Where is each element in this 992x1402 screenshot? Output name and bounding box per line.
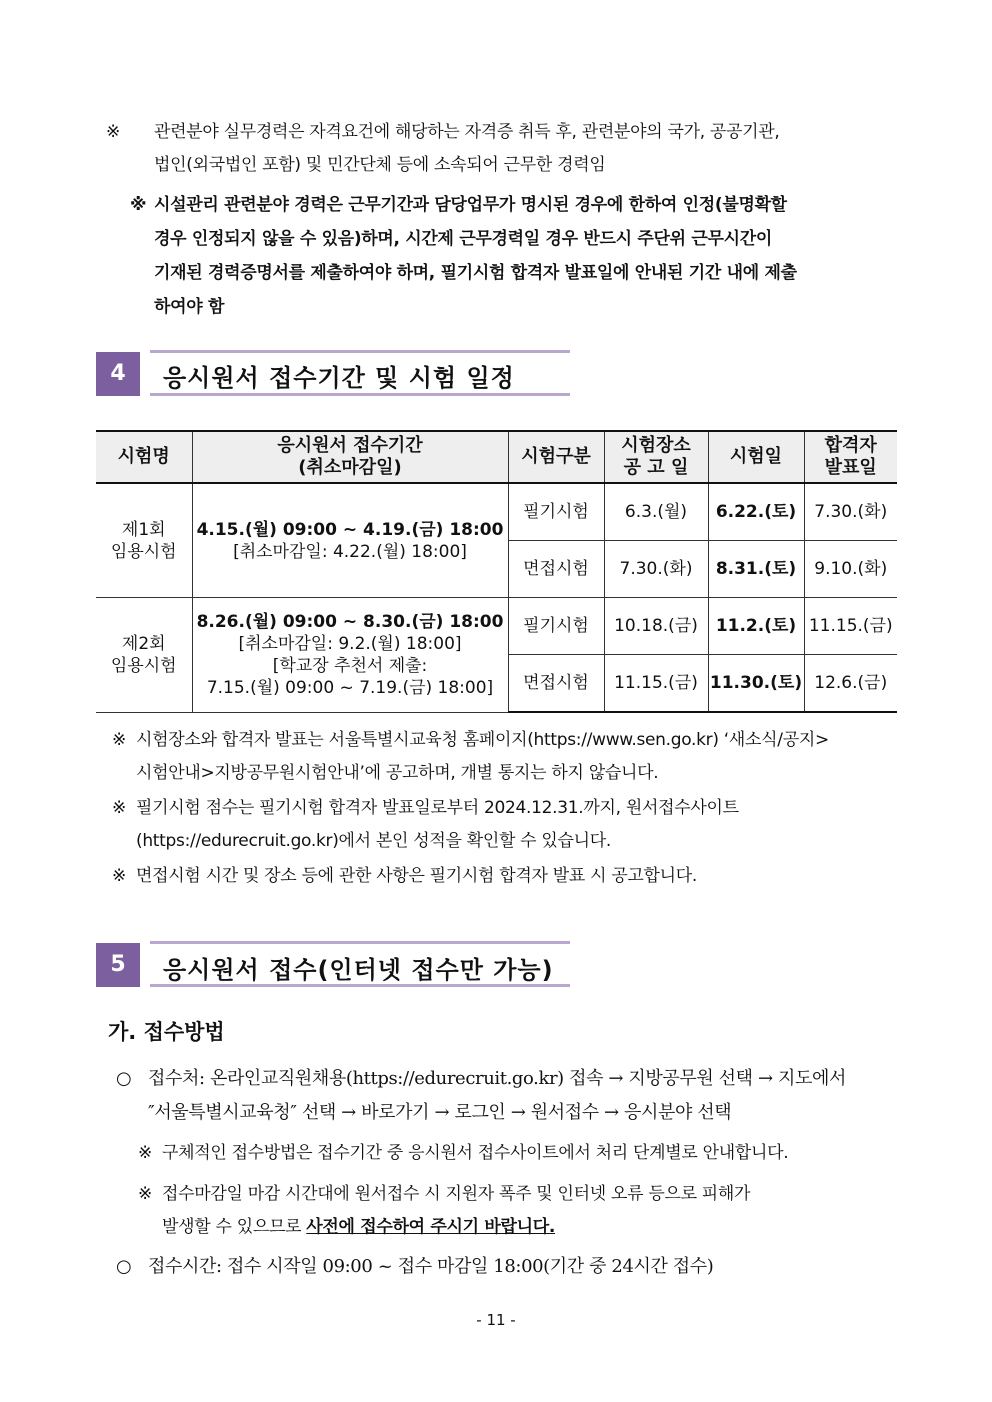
exam-type: 면접시험 [508,655,604,713]
bullet-reception: ○ 접수처: 온라인교직원채용(https://edurecruit.go.kr) 접속 → 지방공무원 선택 → 지도에서 ″서울특별시교육청″ 선택 → 바로가기 → 로그인 → 원서접수 → 응시분야 선택 [116,1062,898,1130]
reference-mark: ※ [112,730,126,750]
exam-date: 11.2.(토) [708,598,804,655]
notice-date: 10.18.(금) [604,598,708,655]
reference-mark: ※ [138,1143,152,1163]
result-date: 7.30.(화) [804,483,897,541]
schedule-table [96,430,897,713]
notice-date: 11.15.(금) [604,655,708,713]
header-notice: 시험장소 공 고 일 [604,431,708,483]
table-row [96,598,897,655]
header-period: 응시원서 접수기간 (취소마감일) [192,431,508,483]
subsection-title: 가. 접수방법 [108,1020,225,1044]
page-number: - 11 - [476,1311,516,1329]
note-facility: ※ 시설관리 관련분야 경력은 근무기간과 담당업무가 명시된 경우에 한하여 인정(불명확할 경우 인정되지 않을 수 있음)하며, 시간제 근무경력일 경우 반드시 주단위 근무시간이 기재된 경력증명서를 제출하여야 하며, 필기시험 합격자 발표일에 안내된 기간 내에 제출 하여야 함 [130,188,892,324]
reference-mark: ※ [138,1184,152,1204]
reference-mark: ※ [130,195,147,215]
round-name: 제1회 임용시험 [96,483,192,598]
result-date: 9.10.(화) [804,541,897,598]
result-date: 12.6.(금) [804,655,897,713]
section-bar-top [150,941,570,944]
section-number: 5 [96,943,140,987]
bullet-time: ○ 접수시간: 접수 시작일 09:00 ~ 접수 마감일 18:00(기간 중 24시간 접수) [116,1250,898,1284]
round-period: 4.15.(월) 09:00 ~ 4.19.(금) 18:00 [취소마감일: 4.22.(월) 18:00] [192,483,508,598]
exam-type: 필기시험 [508,598,604,655]
circle-bullet: ○ [116,1068,132,1089]
section-title: 응시원서 접수기간 및 시험 일정 [163,364,515,392]
header-result: 합격자 발표일 [804,431,897,483]
round-period: 8.26.(월) 09:00 ~ 8.30.(금) 18:00 [취소마감일: 9.2.(월) 18:00] [학교장 추천서 제출: 7.15.(월) 09:00 ~ 7.19.(금) 18:00] [192,598,508,713]
note-interview: ※ 면접시험 시간 및 장소 등에 관한 사항은 필기시험 합격자 발표 시 공고합니다. [112,860,898,893]
emphasis-text: 사전에 접수하여 주시기 바랍니다. [306,1217,556,1237]
exam-date: 6.22.(토) [708,483,804,541]
section-bar-top [150,350,570,353]
table-header-row [96,431,897,483]
circle-bullet: ○ [116,1256,132,1277]
header-exam-name: 시험명 [96,431,192,483]
section-title: 응시원서 접수(인터넷 접수만 가능) [163,956,554,984]
note-announcement: ※ 시험장소와 합격자 발표는 서울특별시교육청 홈페이지(https://www.sen.go.kr) ‘새소식/공지> 시험안내>지방공무원시험안내’에 공고하며, 개별 통지는 하지 않습니다. [112,724,898,790]
round-name: 제2회 임용시험 [96,598,192,713]
note-score: ※ 필기시험 점수는 필기시험 합격자 발표일로부터 2024.12.31.까지, 원서접수사이트 (https://edurecruit.go.kr)에서 본인 성적을 확인할 수 있습니다. [112,792,898,858]
result-date: 11.15.(금) [804,598,897,655]
exam-type: 면접시험 [508,541,604,598]
note-career: ※ 관련분야 실무경력은 자격요건에 해당하는 자격증 취득 후, 관련분야의 국가, 공공기관, 법인(외국법인 포함) 및 민간단체 등에 소속되어 근무한 경력임 [130,116,892,182]
header-type: 시험구분 [508,431,604,483]
exam-date: 11.30.(토) [708,655,804,713]
reference-mark: ※ [112,798,126,818]
section-bar-bottom [150,393,570,396]
table-row [96,483,897,541]
exam-date: 8.31.(토) [708,541,804,598]
header-exam-date: 시험일 [708,431,804,483]
reference-mark: ※ [112,866,126,886]
notice-date: 7.30.(화) [604,541,708,598]
exam-type: 필기시험 [508,483,604,541]
section-number: 4 [96,352,140,396]
note-method: ※ 구체적인 접수방법은 접수기간 중 응시원서 접수사이트에서 처리 단계별로 안내합니다. [138,1137,898,1170]
section-bar-bottom [150,984,570,987]
reference-mark: ※ [106,122,120,142]
notice-date: 6.3.(월) [604,483,708,541]
note-deadline: ※ 접수마감일 마감 시간대에 원서접수 시 지원자 폭주 및 인터넷 오류 등으로 피해가 발생할 수 있으므로 사전에 접수하여 주시기 바랍니다. [138,1178,898,1244]
